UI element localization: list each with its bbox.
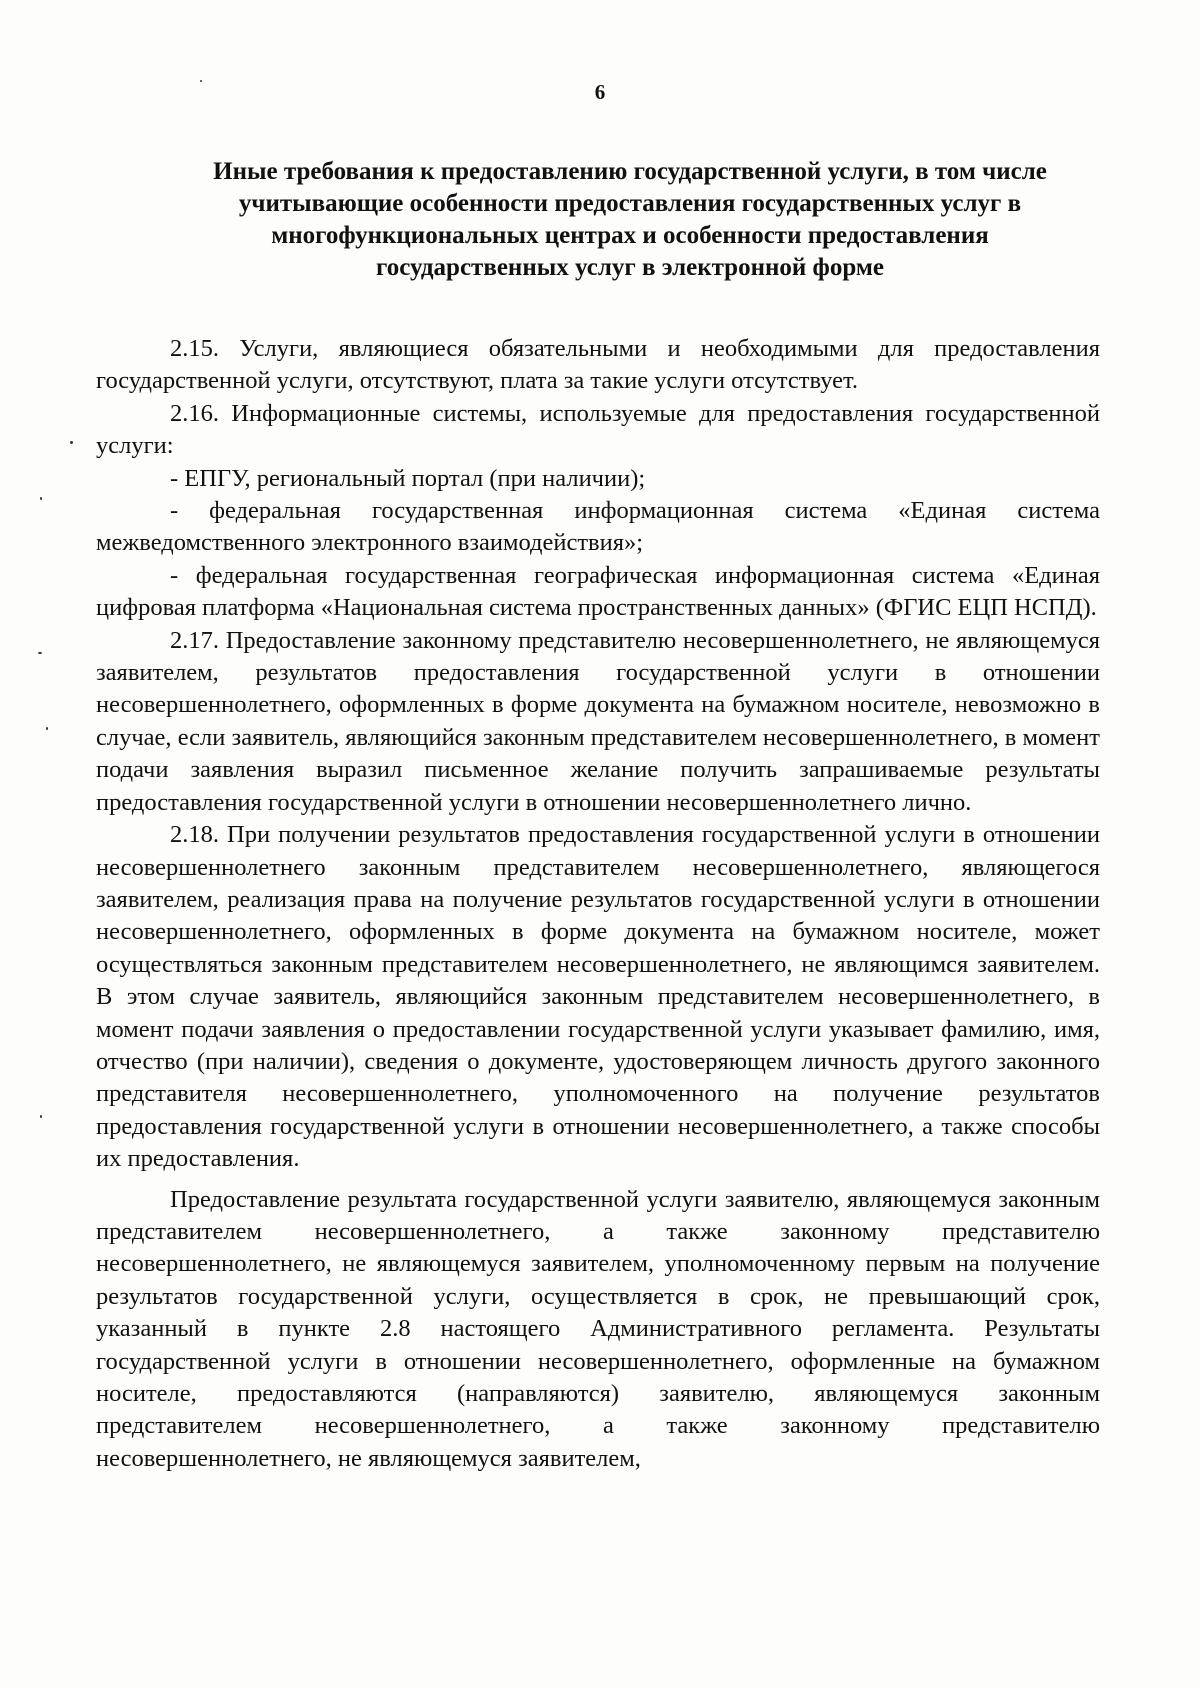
- paragraph-2-17: 2.17. Предоставление законному представителю несовершеннолетнего, не являющемуся заявителем, результатов предоставления государственной услуги в отношении несовершеннолетнего, оформленных в форме документа на бумажном носителе, невозможно в случае, если заявитель, являющийся законным представителем несовершеннолетнего, в момент подачи заявления выразил письменное желание получить запрашиваемые результаты предоставления государственной услуги в отношении несовершеннолетнего лично.: [96, 626, 1100, 816]
- paragraph-2-15: 2.15. Услуги, являющиеся обязательными и необходимыми для предоставления государственной услуги, отсутствуют, плата за такие услуги отсутствует.: [96, 335, 1100, 395]
- document-body: [96, 333, 1100, 1475]
- page-number: 6: [594, 80, 606, 104]
- heading-line: Иные требования к предоставлению государственной услуги, в том числе: [213, 158, 1047, 185]
- heading-line: учитывающие особенности предоставления государственных услуг в: [238, 190, 1022, 217]
- heading-line: государственных услуг в электронной форме: [375, 254, 884, 281]
- heading-line: многофункциональных центрах и особенности предоставления: [271, 222, 989, 249]
- scan-speck: [46, 727, 48, 730]
- paragraph-2-18: 2.18. При получении результатов предоставления государственной услуги в отношении несовершеннолетнего законным представителем несовершеннолетнего, являющегося заявителем, реализация права на получение результатов государственной услуги в отношении несовершеннолетнего, оформленных в форме документа на бумажном носителе, может осуществляться законным представителем несовершеннолетнего, не являющимся заявителем. В этом случае заявитель, являющийся законным представителем несовершеннолетнего, в момент подачи заявления о предоставлении государственной услуги указывает фамилию, имя, отчество (при наличии), сведения о документе, удостоверяющем личность другого законного представителя несовершеннолетнего, уполномоченного на получение результатов предоставления государственной услуги в отношении несовершеннолетнего, а также способы их предоставления.: [96, 821, 1100, 1173]
- paragraph-result-delivery: Предоставление результата государственной услуги заявителю, являющемуся законным представителем несовершеннолетнего, а также законному представителю несовершеннолетнего, не являющемуся заявителем, уполномоченному первым на получение результатов государственной услуги, осуществляется в срок, не превышающий срок, указанный в пункте 2.8 настоящего Административного регламента. Результаты государственной услуги в отношении несовершеннолетнего, оформленные на бумажном носителе, предоставляются (направляются) заявителю, являющемуся законным представителем несовершеннолетнего, а также законному представителю несовершеннолетнего, не являющемуся заявителем,: [96, 1185, 1100, 1472]
- section-heading: [160, 156, 1100, 284]
- paragraph-2-16: 2.16. Информационные системы, используемые для предоставления государственной услуги:: [96, 399, 1100, 460]
- list-item-smev: - федеральная государственная информационная система «Единая система межведомственного электронного взаимодействия»;: [96, 497, 1100, 557]
- scan-speck: [200, 80, 202, 82]
- scan-speck: [40, 497, 42, 500]
- scan-speck: [38, 652, 42, 654]
- list-item-epgu: - ЕПГУ, региональный портал (при наличии);: [170, 464, 646, 492]
- scan-speck: [70, 441, 73, 444]
- scan-speck: [40, 1115, 42, 1118]
- list-item-nspd: - федеральная государственная географическая информационная система «Единая цифровая платформа «Национальная система пространственных данных» (ФГИС ЕЦП НСПД).: [96, 561, 1100, 622]
